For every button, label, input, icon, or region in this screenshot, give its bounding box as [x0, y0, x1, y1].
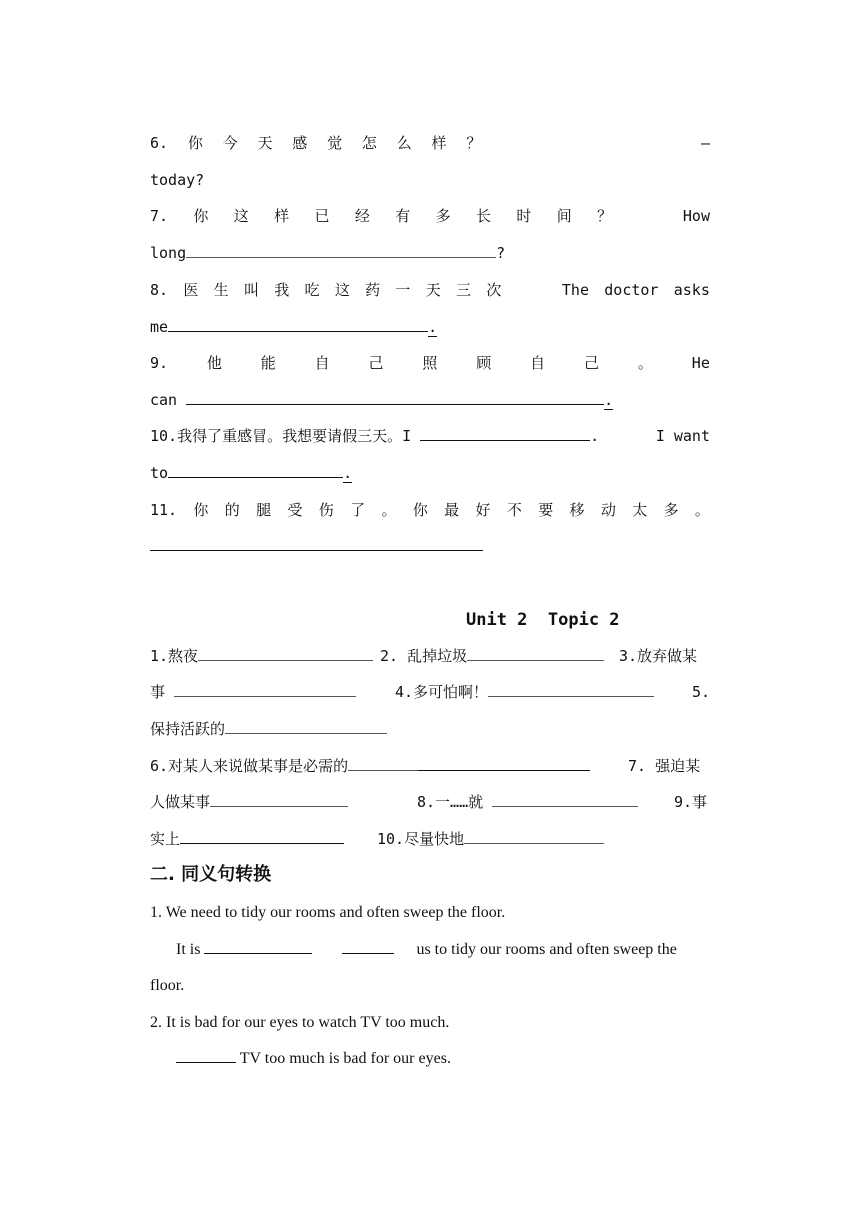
question-7-line1	[150, 201, 710, 231]
q9-char: 照	[422, 354, 438, 372]
phrase-8	[417, 787, 638, 817]
phrase-3a	[619, 641, 697, 671]
q9-char: 能	[260, 354, 276, 372]
q8-char: 次	[486, 281, 502, 299]
question-8-line2	[150, 312, 710, 342]
phrase-9-cont: 实上	[150, 830, 181, 848]
phrase-6-blank-b[interactable]	[418, 752, 590, 771]
phrase-5-blank[interactable]	[225, 715, 387, 734]
q10-en-i: I	[655, 427, 665, 445]
q7-char: 时	[516, 207, 532, 225]
q9-char: 顾	[476, 354, 492, 372]
phrase-4-blank[interactable]	[488, 678, 654, 697]
q8-char: 我	[274, 281, 290, 299]
q9-char: 己	[368, 354, 384, 372]
q7-number: 7.	[150, 207, 169, 225]
q8-char: 一	[395, 281, 411, 299]
q7-en-how: How	[682, 207, 710, 225]
q8-char: 这	[334, 281, 350, 299]
q11-char: 你	[412, 501, 428, 519]
phrase-9a	[674, 787, 707, 817]
q6-char: ？	[466, 134, 482, 152]
phrase-2	[380, 641, 604, 671]
q6-char: 怎	[361, 134, 377, 152]
q11-char: 不	[506, 501, 522, 519]
phrase-7-label: 7. 强迫某	[628, 757, 701, 775]
q11-char: 。	[694, 501, 710, 519]
q8-char: 药	[365, 281, 381, 299]
q9-char: 己	[584, 354, 600, 372]
phrase-10-blank[interactable]	[464, 825, 604, 844]
q6-char: 么	[396, 134, 412, 152]
q11-char: 的	[224, 501, 240, 519]
sentence-1-wrap: floor.	[150, 977, 185, 994]
phrase-3-cont: 事	[150, 683, 166, 701]
q11-char: 你	[193, 501, 209, 519]
q8-en-word: The	[561, 281, 589, 299]
q8-char: 生	[213, 281, 229, 299]
phrase-9-blank[interactable]	[180, 825, 344, 844]
question-10-line1	[150, 421, 710, 451]
unit-topic-heading: Unit 2 Topic 2	[466, 610, 620, 630]
q7-char: 样	[274, 207, 290, 225]
s1-it-is: It is	[176, 941, 201, 958]
q6-char: 今	[222, 134, 238, 152]
phrase-5a	[692, 677, 710, 707]
q9-number: 9.	[150, 354, 169, 372]
phrase-7b	[150, 787, 348, 817]
phrase-7-cont: 人做某事	[150, 793, 211, 811]
q8-en-word: doctor	[604, 281, 659, 299]
phrase-3-blank[interactable]	[174, 678, 356, 697]
phrase-2-label: 2. 乱掉垃圾	[380, 647, 468, 665]
q10-period: .	[590, 427, 600, 445]
question-10-line2	[150, 458, 710, 488]
q11-char: 腿	[256, 501, 272, 519]
q7-char: 已	[314, 207, 330, 225]
sentence-1: 1. We need to tidy our rooms and often sweep the floor.	[150, 904, 506, 921]
question-9-line2	[150, 385, 710, 415]
phrase-1-label: 1.熬夜	[150, 647, 199, 665]
s2-blank[interactable]	[176, 1044, 236, 1063]
s1-rest: us to tidy our rooms and often sweep the	[416, 941, 677, 958]
phrase-3-label: 3.放弃做某	[619, 647, 698, 665]
q6-number: 6.	[150, 134, 169, 152]
q6-char: 感	[292, 134, 308, 152]
q11-char: 要	[538, 501, 554, 519]
q8-me: me	[150, 318, 169, 336]
q6-char: 样	[431, 134, 447, 152]
q6-dash: —	[700, 134, 710, 152]
phrase-7-blank[interactable]	[210, 788, 348, 807]
question-11-line2	[150, 531, 710, 561]
phrase-9-label: 9.事	[674, 793, 708, 811]
question-8-line1	[150, 275, 710, 305]
q7-qmark: ?	[496, 244, 506, 262]
phrase-1	[150, 641, 373, 671]
q9-en-word: He	[691, 354, 710, 372]
q11-char: 受	[287, 501, 303, 519]
sentence-2-rewrite	[176, 1044, 451, 1074]
q8-answer-blank[interactable]	[168, 313, 428, 332]
question-9-line1	[150, 348, 710, 378]
q8-char: 医	[183, 281, 199, 299]
q10-answer-blank-1[interactable]	[420, 422, 590, 441]
q9-char: 自	[530, 354, 546, 372]
q7-char: 间	[556, 207, 572, 225]
q7-char: 有	[395, 207, 411, 225]
phrase-8-label: 8.一……就	[417, 793, 484, 811]
q10-period-2: .	[343, 464, 353, 482]
phrase-4-label: 4.多可怕啊！	[395, 683, 489, 701]
q10-answer-blank-2[interactable]	[168, 459, 343, 478]
q8-en-word: asks	[673, 281, 710, 299]
section-2-title: 二. 同义句转换	[150, 864, 272, 885]
s1-blank-1[interactable]	[204, 935, 312, 954]
q7-char: 这	[233, 207, 249, 225]
q11-char: 好	[475, 501, 491, 519]
q10-en	[656, 421, 710, 451]
phrase-6	[150, 751, 590, 781]
q11-char: 伤	[318, 501, 334, 519]
q8-char: 三	[456, 281, 472, 299]
q6-char: 天	[257, 134, 273, 152]
q8-char: 吃	[304, 281, 320, 299]
phrase-5-label: 保持活跃的	[150, 720, 226, 738]
phrase-10-label: 10.尽量快地	[377, 830, 465, 848]
q8-char: 叫	[243, 281, 259, 299]
q10-to: to	[150, 464, 169, 482]
q10-text: 10.我得了重感冒。我想要请假三天。I	[150, 427, 412, 445]
question-11-line1	[150, 495, 710, 525]
q6-char: 觉	[327, 134, 343, 152]
phrase-1-blank[interactable]	[198, 642, 373, 661]
phrase-10	[377, 824, 604, 854]
s1-blank-2[interactable]	[342, 935, 394, 954]
q7-char: 经	[354, 207, 370, 225]
q7-char: 多	[435, 207, 451, 225]
sentence-2: 2. It is bad for our eyes to watch TV too much.	[150, 1014, 450, 1031]
q9-answer-blank[interactable]	[186, 386, 604, 405]
q7-char: 你	[193, 207, 209, 225]
q9-period: .	[604, 391, 614, 409]
q11-char: 多	[663, 501, 679, 519]
phrase-5b	[150, 714, 387, 744]
phrase-6-blank-a[interactable]	[348, 752, 418, 771]
q9-can: can	[150, 391, 178, 409]
question-6-line1	[150, 128, 710, 158]
q8-period: .	[428, 318, 438, 336]
q11-char: 最	[444, 501, 460, 519]
q9-char: 自	[314, 354, 330, 372]
sentence-1-rewrite	[176, 935, 710, 965]
phrase-4	[395, 677, 654, 707]
q8-number: 8.	[150, 281, 169, 299]
q10-en-want: want	[673, 427, 710, 445]
q11-char: 太	[632, 501, 648, 519]
q9-char: 他	[206, 354, 222, 372]
q11-answer-blank[interactable]	[150, 532, 483, 551]
q11-char: 移	[569, 501, 585, 519]
q7-char: 长	[476, 207, 492, 225]
question-7-line2	[150, 238, 710, 268]
q6-char: 你	[187, 134, 203, 152]
q11-char: 动	[600, 501, 616, 519]
q7-char: ？	[597, 207, 613, 225]
q9-char: 。	[637, 354, 653, 372]
s2-rest: TV too much is bad for our eyes.	[239, 1050, 451, 1067]
phrase-8-blank[interactable]	[492, 788, 638, 807]
phrase-2-blank[interactable]	[467, 642, 604, 661]
q7-long: long	[150, 244, 187, 262]
phrase-3b	[150, 677, 356, 707]
phrase-6-label: 6.对某人来说做某事是必需的	[150, 757, 349, 775]
phrase-5-num: 5.	[692, 683, 711, 701]
q11-char: 了	[350, 501, 366, 519]
phrase-9b	[150, 824, 344, 854]
q6-tail: today?	[150, 171, 205, 189]
q11-char: 。	[381, 501, 397, 519]
q7-answer-blank[interactable]	[186, 239, 496, 258]
q8-char: 天	[425, 281, 441, 299]
phrase-7a	[628, 751, 700, 781]
question-6-line2	[150, 165, 710, 195]
q11-number: 11.	[150, 501, 178, 519]
